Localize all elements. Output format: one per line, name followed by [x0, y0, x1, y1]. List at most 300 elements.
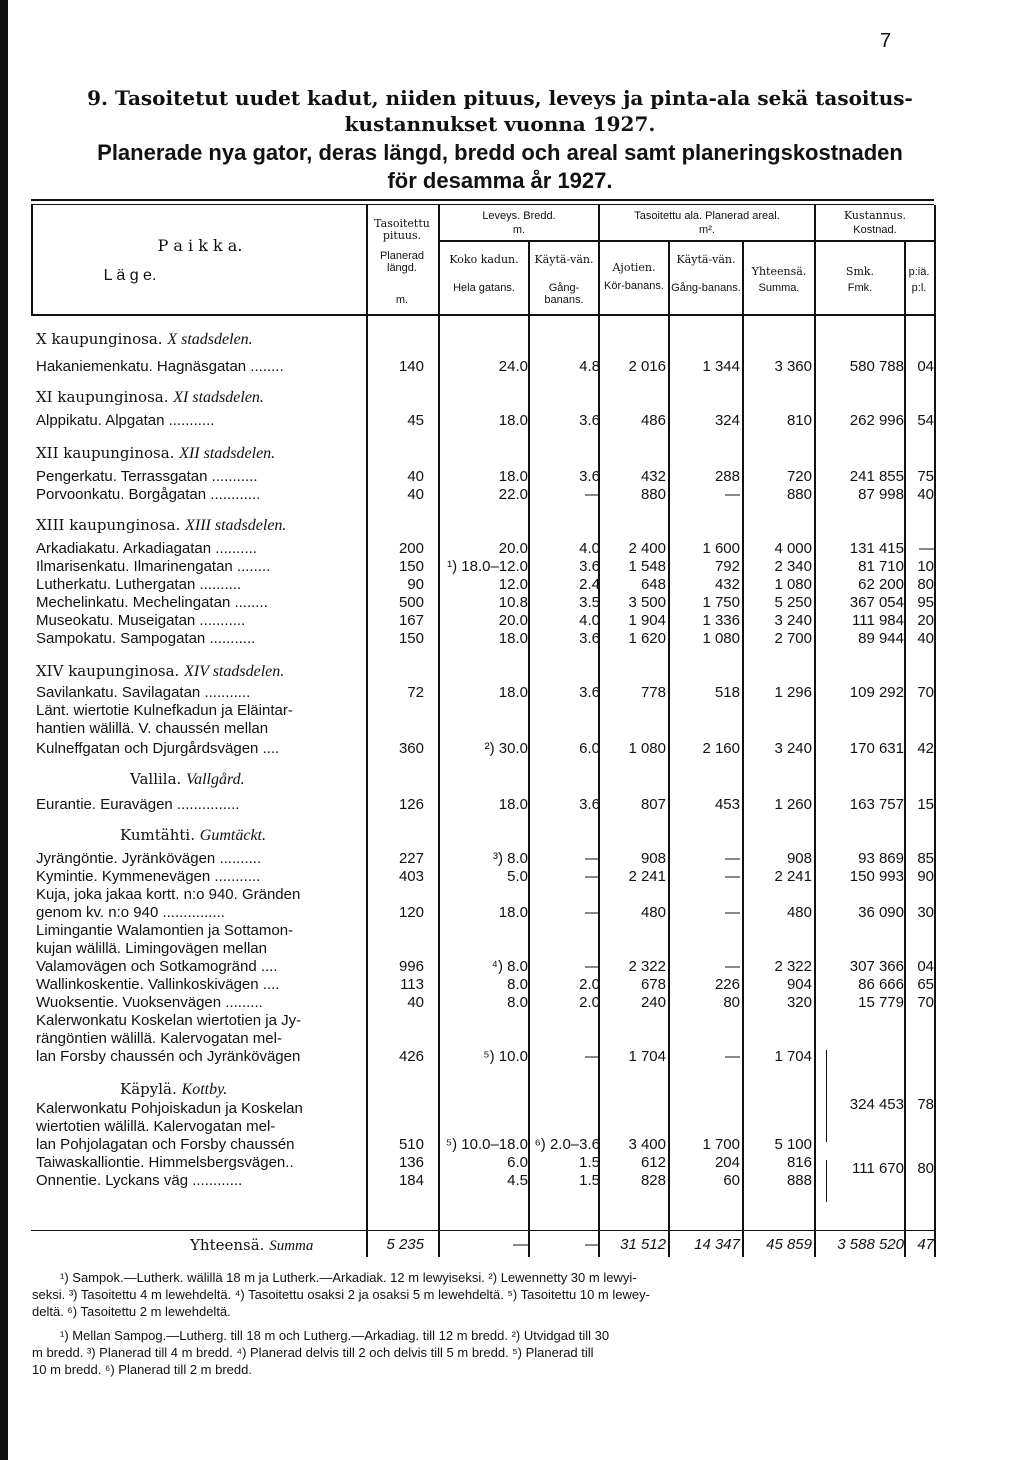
cell-width: 18.0 — [498, 630, 528, 647]
cell-ajo: 3 500 — [628, 594, 666, 611]
cell-len: 403 — [398, 868, 424, 885]
cell-kay: 80 — [723, 994, 740, 1011]
cell-sum: 1 080 — [774, 576, 812, 593]
cell-width: ³) 8.0 — [492, 850, 528, 867]
total-row — [0, 1236, 1024, 1256]
cell-smk: 131 415 — [849, 540, 904, 557]
cell-len: 40 — [407, 486, 424, 503]
hdr-kaytavan: Käytä-vän. — [676, 253, 736, 266]
cell-ajo: 480 — [640, 904, 666, 921]
row-name: Mechelinkatu. Mechelingatan ........ — [36, 594, 268, 611]
row-name: wiertotien wälillä. Kalervogatan mel- — [36, 1118, 276, 1135]
cell-gang: 4.0 — [579, 612, 600, 629]
cell-ajo: 648 — [640, 576, 666, 593]
title-fi-line2: kustannukset vuonna 1927. — [344, 112, 656, 136]
cell-smk: 580 788 — [849, 358, 904, 375]
hdr-pituus-fi: Tasoitettu pituus. — [374, 217, 430, 242]
hdr-pia: p:iä. — [908, 266, 930, 278]
section-kumtahti — [120, 826, 266, 845]
hdr-fmk: Fmk. — [847, 282, 873, 294]
section-kumtahti-fi: Kumtähti. — [120, 826, 195, 844]
cell-smk: 307 366 — [849, 958, 904, 975]
cell-len: 500 — [398, 594, 424, 611]
table-row — [0, 940, 1024, 960]
cell-sum: 320 — [786, 994, 812, 1011]
brace-group-2 — [818, 1160, 827, 1202]
hdr-paikka: P a i k k a. — [157, 236, 243, 255]
row-name: kujan wälillä. Limingovägen mellan — [36, 940, 267, 957]
section-xi — [36, 388, 264, 407]
cell-smk: 86 666 — [858, 976, 904, 993]
table-row — [0, 796, 1024, 816]
section-kapyla — [120, 1080, 227, 1099]
cell-width: 18.0 — [498, 904, 528, 921]
cell-width: 18.0 — [498, 796, 528, 813]
cell-kay: 792 — [714, 558, 740, 575]
cell-p: 04 — [917, 958, 934, 975]
table-row — [0, 558, 1024, 578]
cell-gang: — — [585, 486, 600, 503]
cell-gang: 4.8 — [579, 358, 600, 375]
cell-kay: 1 700 — [702, 1136, 740, 1153]
hdr-lage: L ä g e. — [103, 267, 157, 284]
cell-width: 10.8 — [498, 594, 528, 611]
row-name: Savilankatu. Savilagatan ........... — [36, 684, 251, 701]
cell-sum: 5 250 — [774, 594, 812, 611]
total-length: 5 235 — [386, 1236, 424, 1253]
table-row — [0, 740, 1024, 760]
table-row — [0, 1172, 1024, 1192]
cell-sum: 1 704 — [774, 1048, 812, 1065]
cell-gang: 3.6 — [579, 796, 600, 813]
footnote-sv-1: ¹) Mellan Sampog.—Lutherg. till 18 m och Lutherg.—Arkadiag. till 12 m bredd. ²) Utvidgad till 30 — [60, 1328, 610, 1343]
row-name: Sampokatu. Sampogatan ........... — [36, 630, 256, 647]
row-name: Museokatu. Museigatan ........... — [36, 612, 246, 629]
table-row — [0, 1118, 1024, 1138]
cell-width: ⁴) 8.0 — [491, 958, 528, 975]
cell-len: 140 — [398, 358, 424, 375]
cell-len: 426 — [398, 1048, 424, 1065]
cell-p: 75 — [917, 468, 934, 485]
hdr-kustannus: Kustannus. — [843, 209, 907, 222]
cell-sum: 2 700 — [774, 630, 812, 647]
row-name: Porvoonkatu. Borgågatan ............ — [36, 486, 261, 503]
table-row — [0, 576, 1024, 596]
hdr-line-leveys — [440, 240, 598, 242]
hdr-pl: p:l. — [911, 282, 927, 294]
footnote-fi-2: seksi. ³) Tasoitettu 4 m lewehdeltä. ⁴) Tasoitettu osaksi 2 ja osaksi 5 m lewehdeltä. ⁵) Tasoitettu 10 m lewey- — [32, 1287, 650, 1302]
table-row — [0, 594, 1024, 614]
cell-kay: 2 160 — [702, 740, 740, 757]
hdr-ajotien: Ajotien. — [612, 261, 656, 274]
cell-sum: 810 — [786, 412, 812, 429]
cell-sum: 908 — [786, 850, 812, 867]
cell-ajo: 432 — [640, 468, 666, 485]
cell-width: 20.0 — [498, 612, 528, 629]
hdr-kostnad: Kostnad. — [853, 224, 897, 236]
cell-sum: 888 — [786, 1172, 812, 1189]
cell-kay: — — [725, 958, 740, 975]
section-xii-sv: XII stadsdelen. — [179, 445, 276, 462]
cell-smk: 81 710 — [858, 558, 904, 575]
section-vallila — [130, 770, 245, 789]
hdr-leveys-unit: m. — [512, 224, 526, 236]
cell-kay: 453 — [714, 796, 740, 813]
hdr-gangbanans: Gång-banans. — [671, 282, 741, 294]
row-name: Hakaniemenkatu. Hagnäsgatan ........ — [36, 358, 284, 375]
cell-width: 18.0 — [498, 684, 528, 701]
cell-ajo: 807 — [640, 796, 666, 813]
row-name: Kuja, joka jakaa kortt. n:o 940. Gränden — [36, 886, 301, 903]
row-name: Taiwaskalliontie. Himmelsbergsvägen.. — [36, 1154, 294, 1171]
cell-kay: 324 — [714, 412, 740, 429]
cell-width: ²) 30.0 — [484, 740, 528, 757]
cell-len: 120 — [398, 904, 424, 921]
section-xi-sv: XI stadsdelen. — [173, 389, 264, 406]
cell-ajo: 908 — [640, 850, 666, 867]
cell-gang: 4.0 — [579, 540, 600, 557]
cell-len: 113 — [400, 976, 424, 993]
cell-ajo: 2 016 — [628, 358, 666, 375]
cell-width: ⁵) 10.0–18.0 — [445, 1136, 528, 1153]
section-xiv — [36, 662, 284, 681]
row-name: Arkadiakatu. Arkadiagatan .......... — [36, 540, 257, 557]
cell-ajo: 2 322 — [628, 958, 666, 975]
cell-ajo: 2 241 — [628, 868, 666, 885]
table-row — [0, 720, 1024, 740]
cell-p: 80 — [917, 1160, 934, 1177]
hdr-gang: Gång-banans. — [544, 282, 584, 306]
cell-len: 126 — [398, 796, 424, 813]
row-name: Valamovägen och Sotkamogränd .... — [36, 958, 278, 975]
total-label-sv: Summa — [269, 1238, 314, 1254]
cell-len: 72 — [407, 684, 424, 701]
cell-smk: 62 200 — [858, 576, 904, 593]
section-xii-fi: XII kaupunginosa. — [36, 444, 175, 462]
cell-len: 45 — [407, 412, 424, 429]
cell-ajo: 612 — [640, 1154, 666, 1171]
row-name: lan Forsby chaussén och Jyränkövägen — [36, 1048, 301, 1065]
title-sv-line1: Planerade nya gator, deras längd, bredd och areal samt planeringskostnaden — [97, 140, 903, 165]
hdr-ala: Tasoitettu ala. Planerad areal. — [634, 210, 780, 222]
cell-smk: 111 670 — [852, 1160, 904, 1177]
cell-gang: 6.0 — [579, 740, 600, 757]
cell-gang: — — [585, 958, 600, 975]
cell-ajo: 1 704 — [628, 1048, 666, 1065]
footnote-sv-2: m bredd. ³) Planerad till 4 m bredd. ⁴) Planerad delvis till 2 och delvis till 5 m bredd. ⁵) Planerad till — [32, 1345, 594, 1360]
table-row — [0, 1048, 1024, 1068]
cell-gang: 2.0 — [579, 994, 600, 1011]
cell-kay: — — [725, 904, 740, 921]
cell-gang: 3.6 — [579, 630, 600, 647]
footnote-sv-3: 10 m bredd. ⁶) Planerad till 2 m bredd. — [32, 1362, 252, 1377]
cell-p: 10 — [917, 558, 934, 575]
cell-kay: 1 336 — [702, 612, 740, 629]
cell-width: 8.0 — [507, 994, 528, 1011]
cell-kay: 60 — [723, 1172, 740, 1189]
cell-smk: 241 855 — [849, 468, 904, 485]
row-name: Kymintie. Kymmenevägen ........... — [36, 868, 261, 885]
row-name: Wuoksentie. Vuoksenvägen ......... — [36, 994, 263, 1011]
cell-len: 90 — [407, 576, 424, 593]
cell-smk: 93 869 — [858, 850, 904, 867]
table-row — [0, 922, 1024, 942]
cell-sum: 1 260 — [774, 796, 812, 813]
cell-gang: — — [585, 868, 600, 885]
cell-ajo: 778 — [640, 684, 666, 701]
cell-ajo: 240 — [640, 994, 666, 1011]
row-name: Onnentie. Lyckans väg ............ — [36, 1172, 243, 1189]
cell-ajo: 880 — [640, 486, 666, 503]
cell-gang: — — [585, 850, 600, 867]
cell-smk: 367 054 — [849, 594, 904, 611]
footnote-fi-3: deltä. ⁶) Tasoitettu 2 m lewehdeltä. — [32, 1304, 231, 1319]
row-name: Kulneffgatan och Djurgårdsvägen .... — [36, 740, 280, 757]
cell-kay: 1 750 — [702, 594, 740, 611]
table-row — [0, 1136, 1024, 1156]
title-fi-line1: 9. Tasoitetut uudet kadut, niiden pituus, leveys ja pinta-ala sekä tasoitus- — [87, 86, 913, 110]
total-gang: — — [585, 1236, 600, 1253]
cell-smk: 89 944 — [858, 630, 904, 647]
section-kapyla-sv: Kottby. — [181, 1081, 228, 1098]
cell-ajo: 1 620 — [628, 630, 666, 647]
col-line-left — [31, 205, 33, 315]
cell-gang: — — [585, 904, 600, 921]
cell-len: 136 — [398, 1154, 424, 1171]
cell-kay: 1 344 — [702, 358, 740, 375]
hdr-pituus-sv: Planerad längd. — [379, 250, 425, 274]
cell-gang: 3.6 — [579, 412, 600, 429]
cell-len: 40 — [407, 468, 424, 485]
cell-p: 20 — [917, 612, 934, 629]
cell-ajo: 1 548 — [628, 558, 666, 575]
total-rule — [31, 1230, 934, 1231]
row-name: Eurantie. Euravägen ............... — [36, 796, 240, 813]
cell-gang: 1.5 — [579, 1154, 600, 1171]
section-xiv-fi: XIV kaupunginosa. — [36, 662, 180, 680]
row-name: genom kv. n:o 940 ............... — [36, 904, 225, 921]
cell-width: 6.0 — [507, 1154, 528, 1171]
title-sv-line2: för desamma år 1927. — [387, 168, 613, 193]
cell-sum: 1 296 — [774, 684, 812, 701]
table-row — [0, 994, 1024, 1014]
table-row — [0, 1154, 1024, 1177]
total-sum: 45 859 — [766, 1236, 812, 1253]
cell-len: 40 — [407, 994, 424, 1011]
row-name: Wallinkoskentie. Vallinkoskivägen .... — [36, 976, 280, 993]
table-row — [0, 1096, 1024, 1120]
table-row — [0, 612, 1024, 632]
total-p: 47 — [917, 1236, 934, 1253]
hdr-line-ala — [600, 240, 814, 242]
row-name: hantien wälillä. V. chaussén mellan — [36, 720, 269, 737]
cell-gang: 2.4 — [579, 576, 600, 593]
table-row — [0, 904, 1024, 924]
footnote-fi-1: ¹) Sampok.—Lutherk. wälillä 18 m ja Lutherk.—Arkadiak. 12 m lewyiseksi. ²) Lewennetty 30 m lewyi- — [60, 1270, 637, 1285]
cell-kay: 1 600 — [702, 540, 740, 557]
cell-ajo: 1 904 — [628, 612, 666, 629]
total-width: — — [513, 1236, 528, 1253]
cell-sum: 480 — [786, 904, 812, 921]
table-row — [0, 958, 1024, 978]
cell-len: 510 — [398, 1136, 424, 1153]
cell-sum: 3 240 — [774, 740, 812, 757]
cell-width: 5.0 — [507, 868, 528, 885]
cell-smk: 109 292 — [849, 684, 904, 701]
cell-p: 30 — [917, 904, 934, 921]
section-xiv-sv: XIV stadsdelen. — [184, 663, 285, 680]
cell-len: 167 — [398, 612, 424, 629]
table-row — [0, 976, 1024, 996]
cell-len: 184 — [398, 1172, 424, 1189]
cell-sum: 4 000 — [774, 540, 812, 557]
cell-sum: 880 — [786, 486, 812, 503]
cell-p: 42 — [917, 740, 934, 757]
section-kapyla-fi: Käpylä. — [120, 1080, 177, 1098]
cell-p: 95 — [917, 594, 934, 611]
cell-sum: 2 322 — [774, 958, 812, 975]
row-name: Kalerwonkatu Pohjoiskadun ja Koskelan — [36, 1100, 303, 1117]
hdr-bottom-line — [31, 314, 934, 316]
row-name: Limingantie Walamontien ja Sottamon- — [36, 922, 294, 939]
cell-gang: — — [585, 1048, 600, 1065]
section-vallila-fi: Vallila. — [130, 770, 182, 788]
page-number: 7 — [880, 30, 892, 52]
table-row — [0, 886, 1024, 906]
brace-group-1 — [818, 1050, 827, 1142]
row-name: Lutherkatu. Luthergatan .......... — [36, 576, 242, 593]
cell-kay: 288 — [714, 468, 740, 485]
cell-smk: 111 984 — [852, 612, 904, 629]
cell-smk: 262 996 — [849, 412, 904, 429]
cell-smk: 324 453 — [849, 1096, 904, 1113]
cell-gang: 3.6 — [579, 684, 600, 701]
cell-p: 40 — [917, 486, 934, 503]
row-name: Pengerkatu. Terrassgatan ........... — [36, 468, 258, 485]
table-row — [0, 540, 1024, 560]
cell-smk: 15 779 — [858, 994, 904, 1011]
table-row — [0, 850, 1024, 870]
table-row — [0, 1012, 1024, 1032]
row-name: rängöntien wälillä. Kalervogatan mel- — [36, 1030, 282, 1047]
cell-kay: — — [725, 850, 740, 867]
cell-smk: 150 993 — [849, 868, 904, 885]
cell-gang: 2.0 — [579, 976, 600, 993]
table-row — [0, 358, 1024, 378]
cell-kay: 518 — [714, 684, 740, 701]
cell-ajo: 678 — [640, 976, 666, 993]
row-name: Alppikatu. Alpgatan ........... — [36, 412, 215, 429]
cell-gang: 1.5 — [579, 1172, 600, 1189]
hdr-kayta: Käytä-vän. — [534, 253, 594, 266]
cell-width: 18.0 — [498, 412, 528, 429]
cell-width: 4.5 — [507, 1172, 528, 1189]
cell-smk: 87 998 — [858, 486, 904, 503]
cell-sum: 5 100 — [774, 1136, 812, 1153]
total-smk: 3 588 520 — [837, 1236, 904, 1253]
hdr-yhteensa: Yhteensä. — [751, 265, 807, 278]
cell-p: 70 — [917, 994, 934, 1011]
cell-width: 8.0 — [507, 976, 528, 993]
cell-len: 227 — [398, 850, 424, 867]
cell-sum: 904 — [786, 976, 812, 993]
cell-sum: 816 — [786, 1154, 812, 1171]
cell-sum: 3 240 — [774, 612, 812, 629]
section-xiii-sv: XIII stadsdelen. — [185, 517, 287, 534]
cell-p: 78 — [917, 1096, 934, 1113]
section-xi-fi: XI kaupunginosa. — [36, 388, 169, 406]
cell-kay: 204 — [714, 1154, 740, 1171]
section-vallila-sv: Vallgård. — [186, 771, 245, 788]
cell-width: 18.0 — [498, 468, 528, 485]
cell-p: 90 — [917, 868, 934, 885]
section-x-fi: X kaupunginosa. — [36, 330, 163, 348]
cell-smk: 36 090 — [858, 904, 904, 921]
hdr-koko: Koko kadun. — [449, 253, 519, 266]
row-name: Jyrängöntie. Jyränkövägen .......... — [36, 850, 262, 867]
cell-sum: 2 340 — [774, 558, 812, 575]
cell-len: 996 — [398, 958, 424, 975]
cell-kay: 1 080 — [702, 630, 740, 647]
cell-kay: 432 — [714, 576, 740, 593]
cell-p: 65 — [917, 976, 934, 993]
cell-kay: 226 — [714, 976, 740, 993]
table-row — [0, 684, 1024, 704]
top-rule — [31, 199, 934, 201]
total-label-fi: Yhteensä. — [190, 1236, 265, 1254]
table-row — [0, 468, 1024, 488]
row-name: Länt. wiertotie Kulnefkadun ja Eläintar- — [36, 702, 293, 719]
table-row — [0, 1030, 1024, 1050]
cell-len: 150 — [398, 558, 424, 575]
cell-len: 360 — [398, 740, 424, 757]
cell-ajo: 1 080 — [628, 740, 666, 757]
table-row — [0, 486, 1024, 506]
table-row — [0, 868, 1024, 888]
section-x-sv: X stadsdelen. — [167, 331, 253, 348]
section-x — [36, 330, 253, 349]
cell-sum: 2 241 — [774, 868, 812, 885]
hdr-ala-unit: m². — [699, 224, 715, 236]
section-xii — [36, 444, 275, 463]
cell-ajo: 3 400 — [628, 1136, 666, 1153]
hdr-pituus-unit: m. — [395, 294, 409, 306]
cell-p: 85 — [917, 850, 934, 867]
cell-kay: — — [725, 486, 740, 503]
row-name: Kalerwonkatu Koskelan wiertotien ja Jy- — [36, 1012, 302, 1029]
total-ajo: 31 512 — [620, 1236, 666, 1253]
hdr-leveys: Leveys. Bredd. — [482, 210, 556, 222]
table-row — [0, 412, 1024, 432]
cell-p: 54 — [917, 412, 934, 429]
cell-ajo: 2 400 — [628, 540, 666, 557]
hdr-hela: Hela gatans. — [453, 282, 515, 294]
cell-p: 15 — [917, 796, 934, 813]
table-row — [0, 630, 1024, 650]
row-name: Ilmarisenkatu. Ilmarinengatan ........ — [36, 558, 271, 575]
cell-width: 22.0 — [498, 486, 528, 503]
cell-width: ⁵) 10.0 — [483, 1048, 528, 1065]
cell-ajo: 828 — [640, 1172, 666, 1189]
cell-p: 40 — [917, 630, 934, 647]
cell-gang: 3.6 — [579, 468, 600, 485]
row-name: lan Pohjolagatan och Forsby chaussén — [36, 1136, 295, 1153]
cell-p: 04 — [917, 358, 934, 375]
table-row — [0, 702, 1024, 722]
cell-gang: 3.6 — [579, 558, 600, 575]
cell-kay: — — [725, 1048, 740, 1065]
cell-sum: 3 360 — [774, 358, 812, 375]
